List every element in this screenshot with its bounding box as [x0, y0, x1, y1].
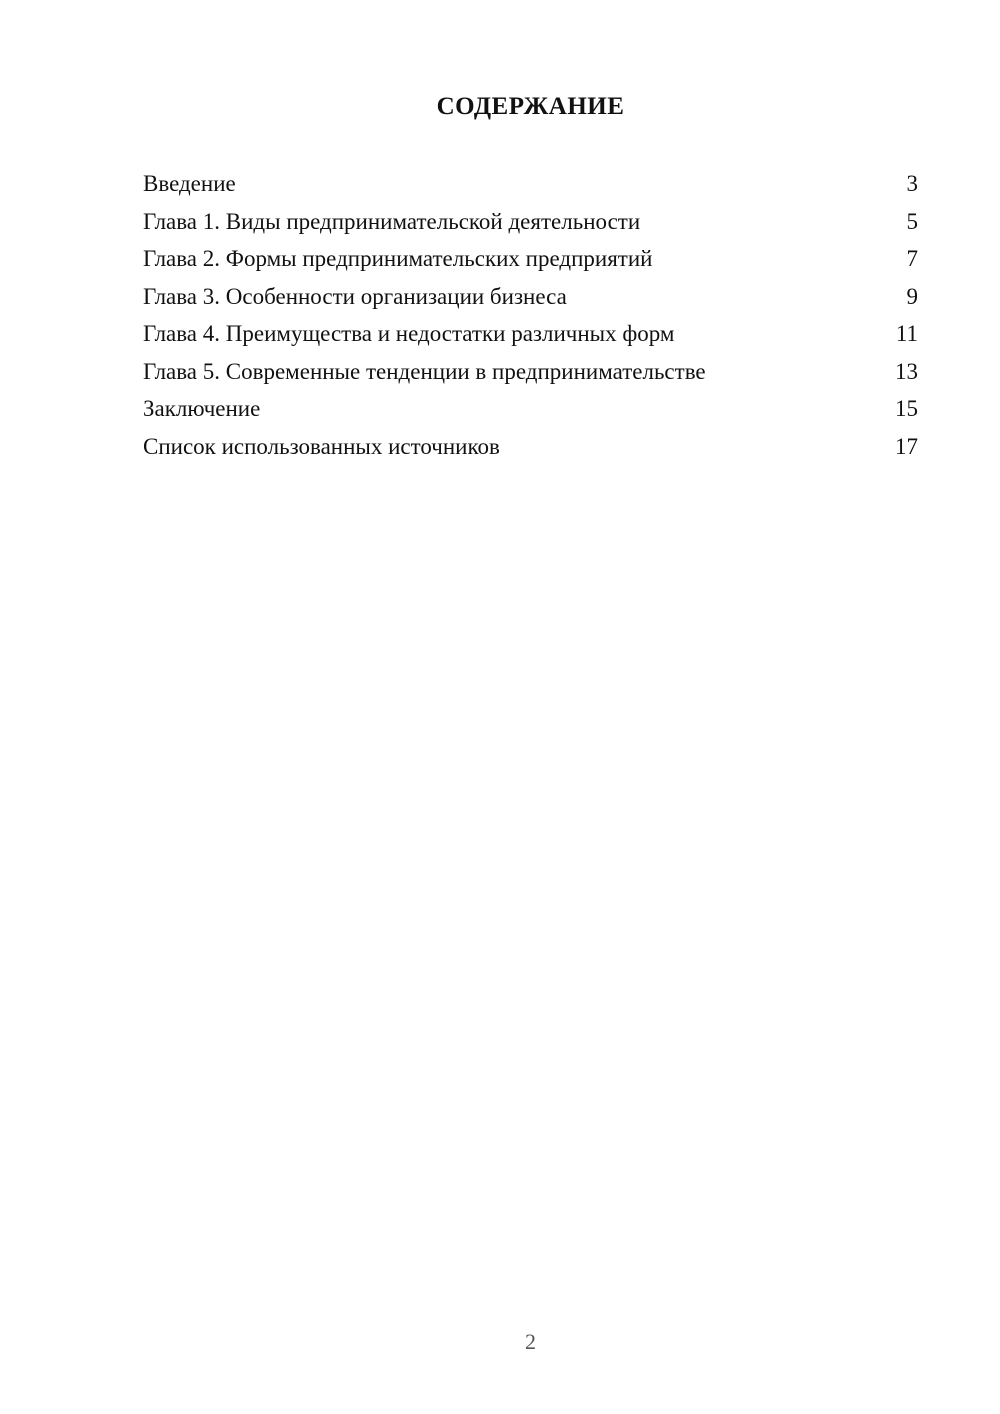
toc-row [143, 390, 918, 428]
toc-entry-label: Глава 5. Современные тенденции в предпринимательстве [143, 358, 706, 384]
toc-entry-label: Глава 2. Формы предпринимательских предприятий [143, 246, 653, 271]
page-title: СОДЕРЖАНИЕ [436, 93, 625, 120]
toc-entry-page: 11 [895, 321, 918, 346]
toc-entry-label: Список использованных источников [143, 433, 500, 459]
toc-entry-page: 5 [906, 208, 918, 234]
toc-entry-label: Заключение [143, 396, 261, 421]
toc-entry-label: Глава 4. Преимущества и недостатки различных форм [143, 321, 675, 346]
toc-row [143, 203, 918, 241]
toc-entry-label: Глава 3. Особенности организации бизнеса [143, 283, 567, 309]
page-number-footer: 2 [525, 1329, 536, 1354]
page-content [143, 0, 918, 465]
toc-row [143, 428, 918, 466]
toc-entry-page: 13 [895, 358, 918, 384]
toc-entry-label: Введение [143, 171, 236, 196]
toc-entry-page: 3 [906, 171, 918, 196]
toc-entry-page: 7 [906, 246, 918, 271]
toc-row [143, 165, 918, 203]
toc-row [143, 240, 918, 278]
table-of-contents [143, 165, 918, 465]
toc-row [143, 315, 918, 353]
toc-row [143, 278, 918, 316]
toc-entry-page: 15 [895, 396, 918, 421]
toc-entry-page: 9 [906, 283, 918, 309]
toc-row [143, 353, 918, 391]
toc-entry-page: 17 [895, 433, 918, 459]
toc-entry-label: Глава 1. Виды предпринимательской деятельности [143, 208, 641, 234]
